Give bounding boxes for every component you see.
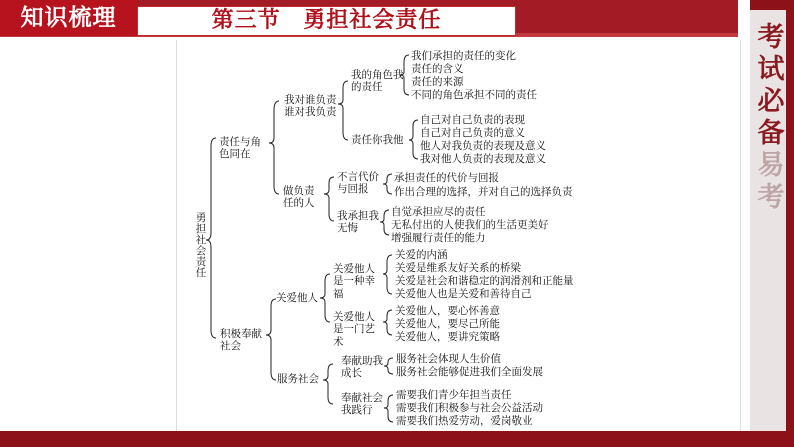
leaf: 需要我们热爱劳动，爱岗敬业: [396, 415, 533, 427]
leaf: 增强履行责任的能力: [391, 232, 486, 244]
leaf: 关爱他人，要尽己所能: [395, 318, 500, 330]
node-be-responsible: 做负责任的人: [283, 185, 315, 210]
node-care-happiness: 关爱他人是一种幸福: [333, 263, 375, 300]
leaf: 关爱是维系友好关系的桥梁: [395, 262, 521, 274]
page-title: 第三节 勇担社会责任: [211, 8, 442, 33]
node-dedication-growth: 奉献助我成长: [341, 355, 383, 380]
leaf: 需要我们青少年担当责任: [396, 389, 512, 401]
leaf: 关爱他人也是关爱和善待自己: [395, 288, 532, 300]
bracket-b2s1: [320, 274, 330, 322]
leaf: 服务社会能够促进我们全面发展: [396, 366, 543, 378]
node-care-others: 关爱他人: [276, 292, 318, 304]
bracket-root: [206, 138, 216, 338]
leaf: 无私付出的人使我们的生活更美好: [391, 219, 549, 231]
leaf: 不同的角色承担不同的责任: [411, 89, 537, 101]
node-my-role: 我的角色我的责任: [351, 69, 404, 94]
node-dedication-practice: 奉献社会我践行: [341, 392, 383, 417]
leaf: 我对他人负责的表现及意义: [420, 153, 546, 165]
leaf: 关爱是社会和谐稳定的润滑剂和正能量: [395, 275, 574, 287]
leaf: 他人对我负责的表现及意义: [420, 140, 546, 152]
leaf: 承担责任的代价与回报: [394, 172, 499, 184]
leaf: 需要我们积极参与社会公益活动: [396, 402, 543, 414]
node-responsibility-all: 责任你我他: [351, 134, 404, 146]
section-badge: 知识梳理: [0, 0, 137, 36]
leaf: 我们承担的责任的变化: [411, 50, 516, 62]
bracket-b1s2g2: [380, 210, 389, 235]
leaf: 关爱他人，要心怀善意: [395, 305, 500, 317]
side-ghost-label: 易考: [757, 150, 785, 213]
leaf: 责任的含义: [411, 63, 464, 75]
bracket-b2s2: [323, 364, 333, 404]
leaf: 责任的来源: [411, 76, 464, 88]
bracket-b1s2: [324, 177, 334, 221]
leaf: 自觉承担应尽的责任: [391, 206, 486, 218]
node-no-cost: 不言代价与回报: [337, 171, 379, 196]
leaf: 服务社会体现人生价值: [396, 353, 501, 365]
leaf: 自己对自己负责的意义: [420, 127, 525, 139]
branch-responsibility-role: 责任与角色同在: [219, 136, 261, 161]
leaf: 关爱他人，要讲究策略: [395, 331, 500, 343]
leaf: 关爱的内涵: [395, 249, 448, 261]
leaf: 作出合理的选择，并对自己的选择负责: [394, 186, 573, 198]
branch-dedicate-society: 积极奉献社会: [220, 328, 262, 353]
bracket-b2: [266, 299, 276, 380]
node-serve-society: 服务社会: [277, 373, 319, 385]
root-node: 勇担社会责任: [195, 212, 207, 279]
node-care-art: 关爱他人是一门艺术: [333, 311, 375, 348]
side-label: 考试必备: [757, 22, 785, 149]
bracket-b1s1g2: [409, 120, 418, 159]
node-no-regret: 我承担我无悔: [337, 210, 379, 235]
node-who-responsible: 我对谁负责谁对我负责: [284, 94, 337, 119]
leaf: 自己对自己负责的表现: [420, 114, 525, 126]
